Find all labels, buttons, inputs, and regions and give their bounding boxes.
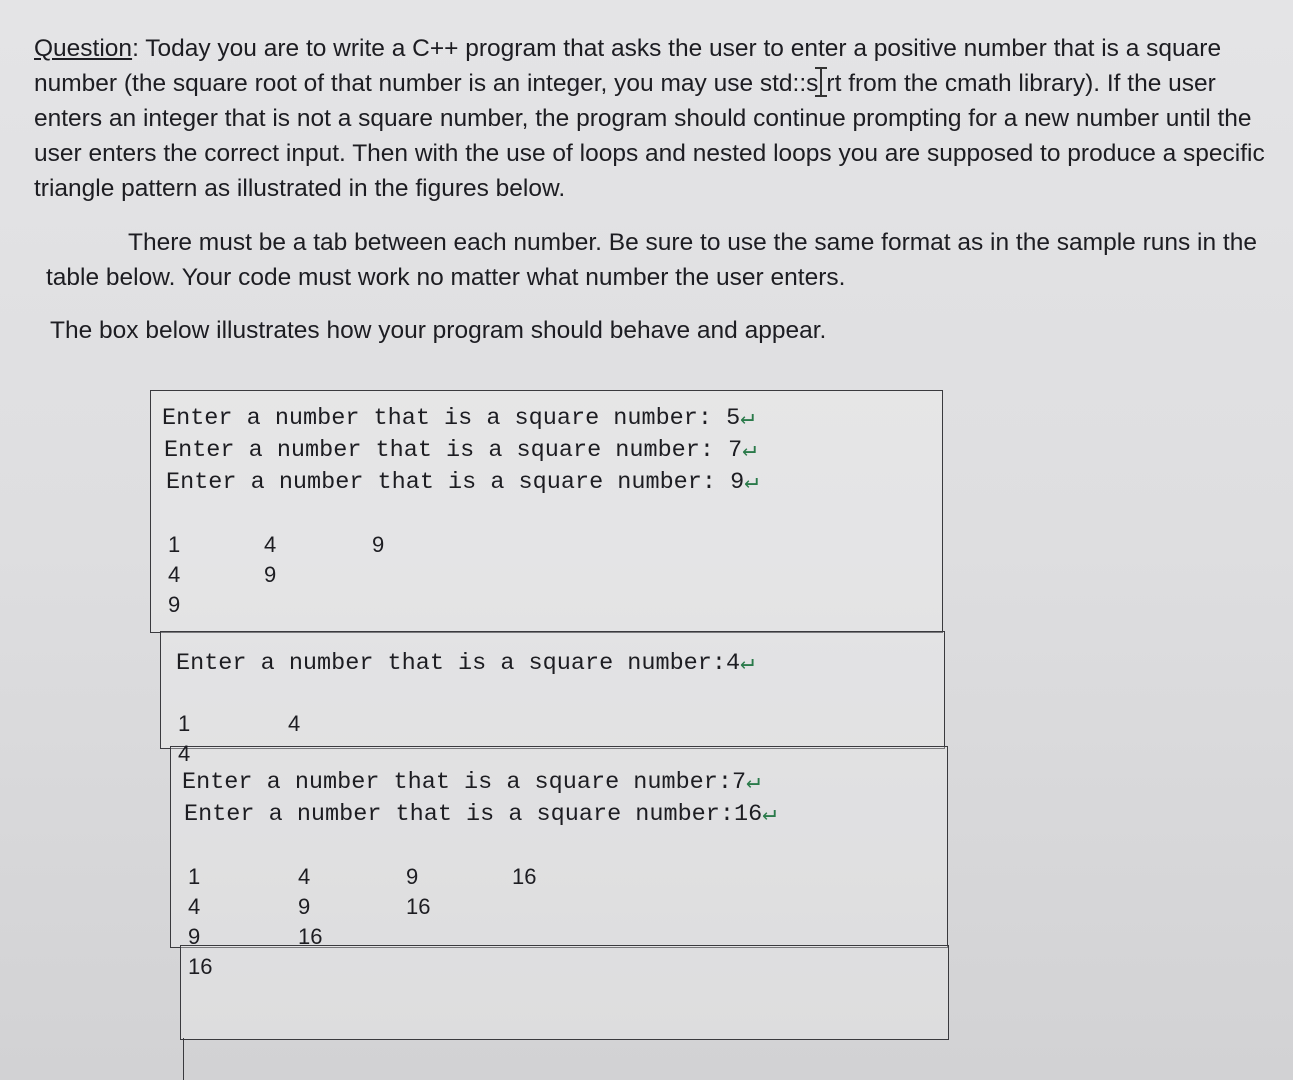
output-number: 9 — [188, 924, 201, 949]
user-input: 7 — [728, 437, 743, 464]
prompt-line — [164, 434, 756, 464]
output-number: 4 — [264, 532, 277, 557]
user-input: 9 — [730, 469, 745, 496]
output-number: 9 — [298, 894, 311, 919]
output-number: 1 — [168, 532, 181, 557]
enter-key-icon: ↵ — [746, 769, 761, 796]
table-border-continuation — [183, 1038, 189, 1080]
output-number: 4 — [178, 741, 191, 766]
prompt-line — [162, 402, 754, 432]
user-input: 16 — [734, 801, 763, 828]
box-instruction: The box below illustrates how your program should behave and appear. — [50, 317, 827, 344]
prompt-line — [176, 647, 754, 677]
output-number: 16 — [188, 954, 213, 979]
output-number: 1 — [188, 864, 201, 889]
prompt-line — [182, 766, 760, 796]
enter-key-icon: ↵ — [742, 437, 757, 464]
prompt-text: Enter a number that is a square number: — [162, 405, 727, 432]
tab-instruction: There must be a tab between each number. Be sure to use the same format as in the sample runs in the table below. Your code must work no matter what number the user enters. — [46, 229, 1257, 291]
output-number: 4 — [298, 864, 311, 889]
question-text-start: : Today you are to write a C++ program that asks the user to enter a positive number that is a square number (the square root of that number is an integer, you may use std::s — [34, 35, 1222, 97]
output-number: 4 — [288, 711, 301, 736]
prompt-text: Enter a number that is a square number: — [176, 650, 726, 677]
output-number: 16 — [406, 894, 431, 919]
prompt-line — [166, 466, 758, 496]
enter-key-icon: ↵ — [740, 650, 755, 677]
output-number: 4 — [168, 562, 181, 587]
prompt-line — [184, 798, 776, 828]
user-input: 4 — [726, 650, 741, 677]
empty-table-cell — [180, 945, 949, 1040]
text-cursor-icon — [820, 67, 824, 97]
output-number: 9 — [168, 592, 181, 617]
question-paragraph — [34, 31, 1274, 206]
output-number: 9 — [406, 864, 419, 889]
output-number: 9 — [372, 532, 385, 557]
question-text-end: rt from the cmath library). If the user enters an integer that is not a square number, the program should continue prompting for a new number until the user enters the correct input. Then with the use of loops and nested loops you are supposed to produce a specific triangle pattern as illustrated in the figures below. — [34, 70, 1265, 202]
user-input: 7 — [732, 769, 747, 796]
enter-key-icon: ↵ — [762, 801, 777, 828]
enter-key-icon: ↵ — [740, 405, 755, 432]
question-label: Question — [34, 35, 133, 62]
output-number: 16 — [512, 864, 537, 889]
output-number: 16 — [298, 924, 323, 949]
output-number: 1 — [178, 711, 191, 736]
output-number: 9 — [264, 562, 277, 587]
output-number: 4 — [188, 894, 201, 919]
prompt-text: Enter a number that is a square number: — [166, 469, 731, 496]
prompt-text: Enter a number that is a square number: — [182, 769, 732, 796]
prompt-text: Enter a number that is a square number: — [164, 437, 729, 464]
enter-key-icon: ↵ — [744, 469, 759, 496]
prompt-text: Enter a number that is a square number: — [184, 801, 734, 828]
user-input: 5 — [726, 405, 741, 432]
